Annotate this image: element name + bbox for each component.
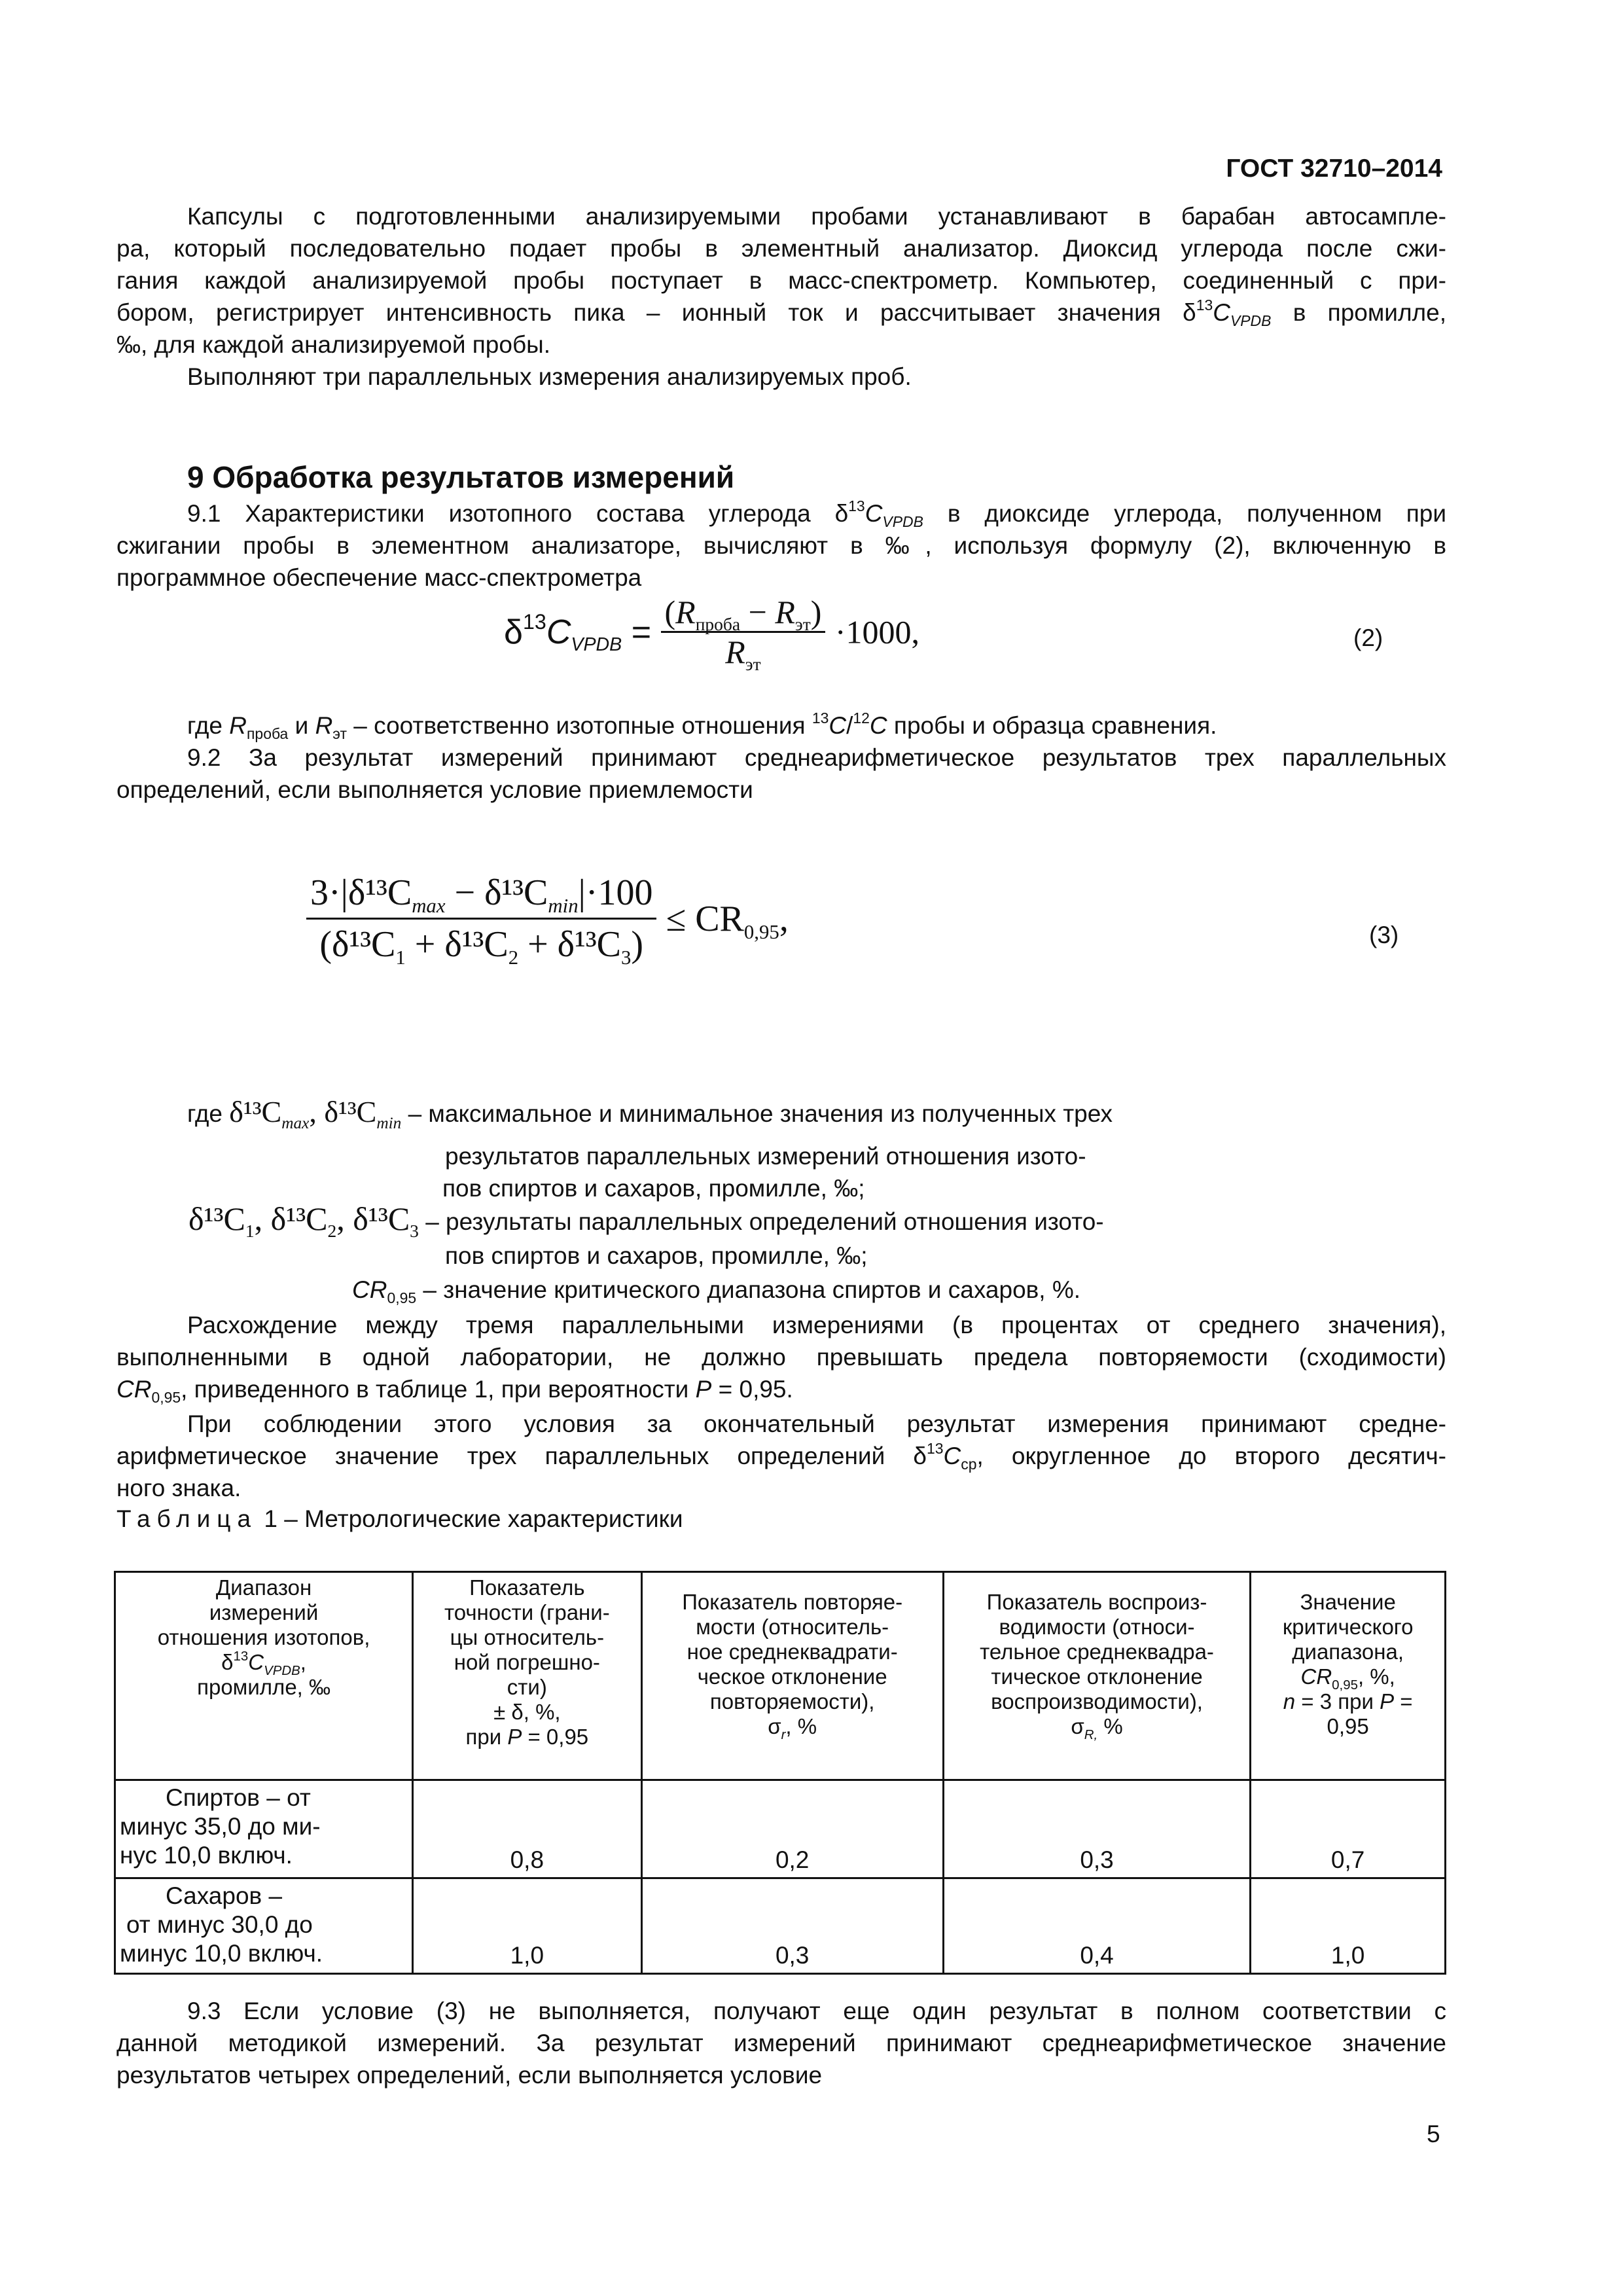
header-critical-range: Значение критического диапазона, $CR_{0,95}$, %, n = 3 при P = 0,95 xyxy=(1251,1572,1446,1780)
formula-number-3: (3) xyxy=(1369,922,1399,948)
clause-line: сжигании пробы в элементном анализаторе, вычисляют в ‰, используя формулу (2), включенную в xyxy=(116,532,1446,559)
formula-multiplier: ·1000, xyxy=(834,613,919,651)
clause-9-2-line: 9.2 За результат измерений принимают среднеарифметическое результатов трех параллельных xyxy=(187,744,1446,771)
intro-second-paragraph: Выполняют три параллельных измерения анализируемых проб. xyxy=(187,363,912,390)
table-header-row xyxy=(115,1572,1446,1780)
fraction-numerator: $(R_{проба} - R_{эт})$ xyxy=(664,594,822,634)
row-critical: 0,7 xyxy=(1251,1780,1446,1878)
formula-rhs: ≤ $CR_{0,95}$, xyxy=(666,898,789,943)
intro-line: ра, который последовательно подает пробы в элементный анализатор. Диоксид углерода после сжи- xyxy=(116,235,1446,262)
metrology-table xyxy=(114,1571,1446,1975)
intro-paragraph xyxy=(116,200,1446,393)
fraction-denominator: $R_{эт}$ xyxy=(661,631,826,671)
row-accuracy: 0,8 xyxy=(413,1780,641,1878)
page-number: 5 xyxy=(1427,2121,1440,2147)
clause-line: 9.1 Характеристики изотопного состава углерода $\delta^{13}C_{VPDB}$ в диоксиде углерода, полученном при xyxy=(187,497,1446,531)
intro-line: бором, регистрирует интенсивность пика – ионный ток и рассчитывает значения $\delta^{13}C_{VPDB}$ в промилле, xyxy=(116,296,1446,330)
fraction-numerator: $3\cdot|\delta^{13}C_{max} - \delta^{13}C_{min}|\cdot 100$ xyxy=(310,872,653,918)
formula-fraction xyxy=(306,872,656,969)
header-repeatability: Показатель повторяе- мости (относитель- ное среднеквадрати- ческое отклонение повторяемости), $\sigma_r$, % xyxy=(641,1572,943,1780)
row-repeatability: 0,3 xyxy=(641,1878,943,1974)
formula-2 xyxy=(504,593,919,674)
clause-9-1 xyxy=(116,497,1446,594)
row-repeatability: 0,2 xyxy=(641,1780,943,1878)
clause-9-2-line: определений, если выполняется условие приемлемости xyxy=(116,776,753,803)
formula-lhs: $\delta^{13}C_{VPDB}$ = xyxy=(504,609,661,655)
clause-line: 9.3 Если условие (3) не выполняется, получают еще один результат в полном соответствии с xyxy=(187,1998,1446,2024)
legend-line: где $R_{проба}$ и $R_{эт}$ – соответственно изотопные отношения $^{13}$C/$^{12}$C пробы и образца сравнения. xyxy=(187,709,1217,743)
clause-9-3 xyxy=(116,1995,1446,2091)
legend-continuation: результатов параллельных измерений отношения изото- пов спиртов и сахаров, промилле, ‰; xyxy=(442,1143,1086,1202)
paragraph-line: $CR_{0,95}$, приведенного в таблице 1, при вероятности P = 0,95. xyxy=(116,1376,793,1407)
paragraph-line: Расхождение между тремя параллельными измерениями (в процентах от среднего значения), xyxy=(187,1312,1446,1338)
row-reproducibility: 0,3 xyxy=(943,1780,1250,1878)
row-range: Спиртов – от минус 35,0 до ми- нус 10,0 включ. xyxy=(115,1780,413,1878)
legend-results: $\delta^{13}C_1$, $\delta^{13}C_2$, $\delta^{13}C_3$ – результаты параллельных определений отношения изото- xyxy=(188,1200,1104,1241)
formula-3 xyxy=(306,872,789,969)
clause-line: данной методикой измерений. За результат измерений принимают среднеарифметическое значение xyxy=(116,2030,1446,2056)
table-row xyxy=(115,1780,1446,1878)
formula-number-2: (2) xyxy=(1353,624,1383,651)
paragraph-line: арифметическое значение трех параллельных определений $\delta^{13}C_{ср}$, округленное до второго десятич- xyxy=(116,1440,1446,1473)
intro-line: гания каждой анализируемой пробы поступает в масс-спектрометр. Компьютер, соединенный с при- xyxy=(116,267,1446,294)
document-id: ГОСТ 32710–2014 xyxy=(1226,154,1442,183)
header-accuracy: Показатель точности (грани- цы относитель- ной погрешно- сти) ± δ, %, при P = 0,95 xyxy=(413,1572,641,1780)
header-reproducibility: Показатель воспроиз- водимости (относи- тельное среднеквадра- тическое отклонение воспроизводимости), $\sigma_{R,}$ % xyxy=(943,1572,1250,1780)
row-range: Сахаров – от минус 30,0 до минус 10,0 включ. xyxy=(115,1878,413,1974)
clause-line: программное обеспечение масс-спектрометра xyxy=(116,564,642,591)
row-reproducibility: 0,4 xyxy=(943,1878,1250,1974)
table-row xyxy=(115,1878,1446,1974)
section-title: 9 Обработка результатов измерений xyxy=(187,460,735,494)
divergence-paragraph xyxy=(116,1309,1446,1504)
legend-cr: $CR_{0,95}$ – значение критического диапазона спиртов и сахаров, %. xyxy=(352,1276,1081,1307)
paragraph-line: выполненными в одной лаборатории, не должно превышать предела повторяемости (сходимости) xyxy=(116,1344,1446,1371)
intro-line: ‰, для каждой анализируемой пробы. xyxy=(116,331,551,358)
clause-line: результатов четырех определений, если выполняется условие xyxy=(116,2062,823,2089)
legend-continuation: пов спиртов и сахаров, промилле, ‰; xyxy=(445,1242,868,1269)
fraction-denominator: $(\delta^{13}C_1 + \delta^{13}C_2 + \delta^{13}C_3)$ xyxy=(306,918,656,965)
header-range: Диапазон измерений отношения изотопов, $\delta^{13}C_{VPDB}$, промилле, ‰ xyxy=(115,1572,413,1780)
intro-line: Капсулы с подготовленными анализируемыми пробами устанавливают в барабан автосампле- xyxy=(187,203,1446,230)
paragraph-line: При соблюдении этого условия за окончательный результат измерения принимают средне- xyxy=(187,1410,1446,1437)
row-accuracy: 1,0 xyxy=(413,1878,641,1974)
paragraph-line: ного знака. xyxy=(116,1475,241,1501)
row-critical: 1,0 xyxy=(1251,1878,1446,1974)
formula-2-legend xyxy=(116,709,1446,806)
formula-3-legend: где $\delta^{13}C_{max}$, $\delta^{13}C_{min}$ – максимальное и минимальное значения из полученных трех xyxy=(187,1095,1113,1133)
formula-fraction xyxy=(661,593,826,674)
table-caption: Таблица 1 – Метрологические характеристики xyxy=(116,1505,683,1532)
